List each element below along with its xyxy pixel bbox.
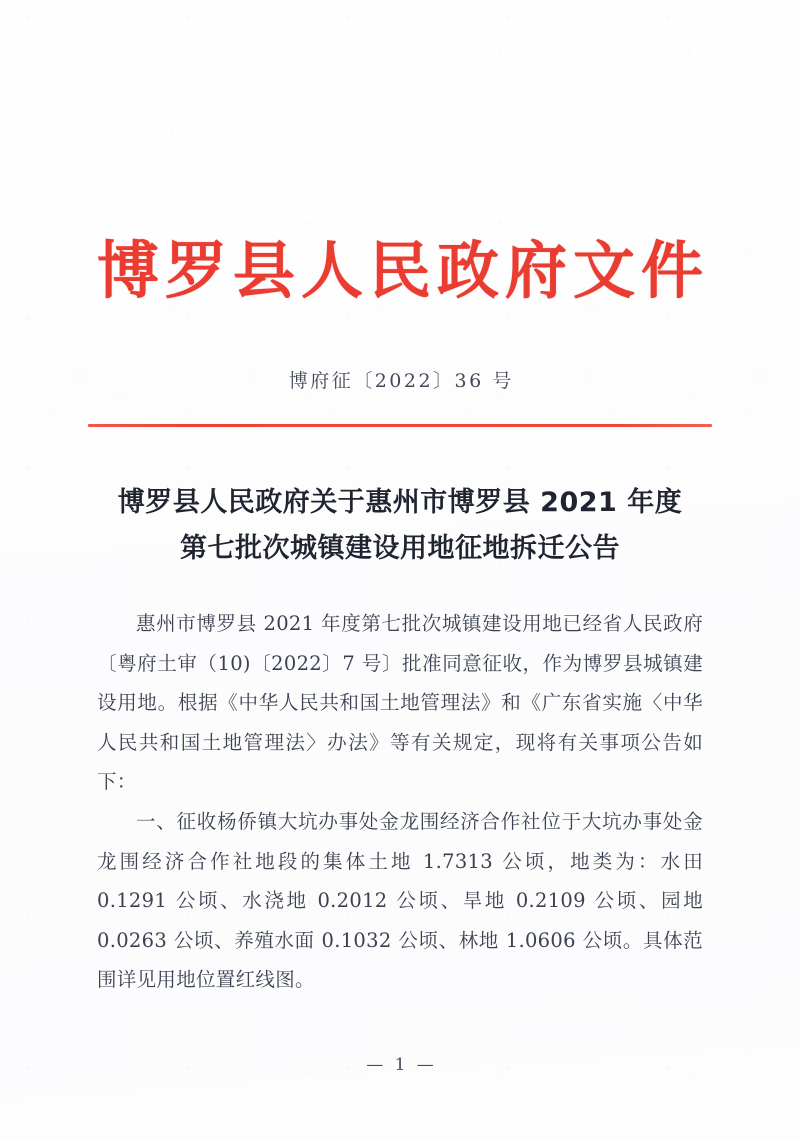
- body-paragraph-1: 惠州市博罗县 2021 年度第七批次城镇建设用地已经省人民政府〔粤府土审（10)〔2022〕7 号〕批准同意征收，作为博罗县城镇建设用地。根据《中华人民共和国土地管理法》和《广东省实施〈中华人民共和国土地管理法〉办法》等有关规定，现将有关事项公告如下：: [97, 612, 703, 794]
- page-number-footer: — 1 —: [366, 1055, 437, 1075]
- document-number: 博府征〔2022〕36 号: [288, 370, 514, 392]
- document-masthead: 博罗县人民政府文件: [96, 234, 709, 307]
- document-title-line-1: 博罗县人民政府关于惠州市博罗县 2021 年度: [117, 487, 683, 518]
- document-title-line-2: 第七批次城镇建设用地征地拆迁公告: [180, 533, 620, 564]
- body-paragraph-2: 一、征收杨侨镇大坑办事处金龙围经济合作社位于大坑办事处金龙围经济合作社地段的集体土地 1.7313 公顷，地类为：水田 0.1291 公顷、水浇地 0.2012 公顷、旱地 0.2109 公顷、园地 0.0263 公顷、养殖水面 0.1032 公顷、林地 1.0606 公顷。具体范围详见用地位置红线图。: [97, 809, 703, 992]
- document-title: [78, 480, 722, 572]
- red-divider-rule: [88, 424, 712, 427]
- document-body: [97, 604, 703, 1000]
